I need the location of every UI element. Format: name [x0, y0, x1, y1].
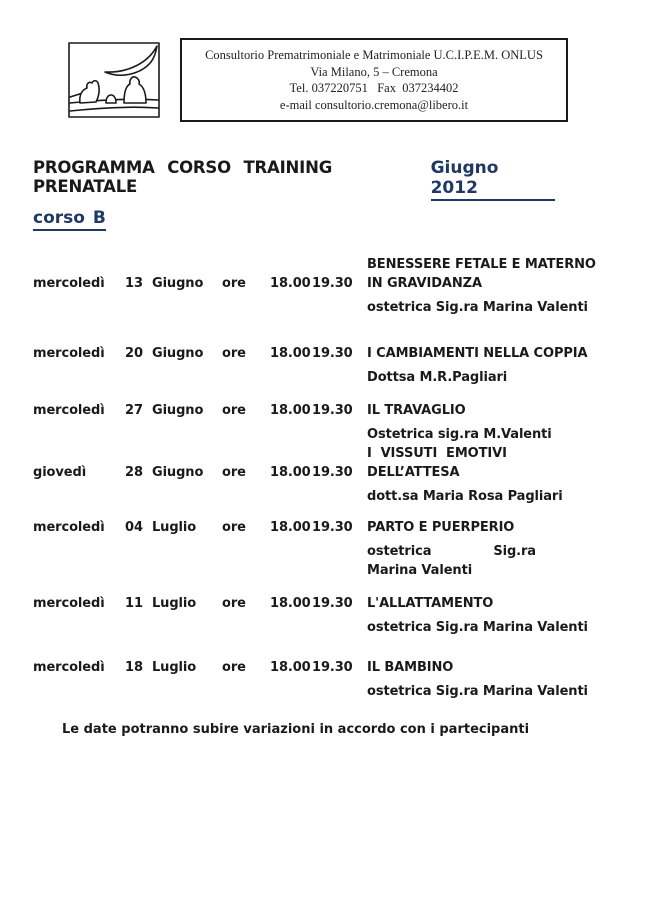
speaker-lines	[367, 368, 617, 387]
org-phone-fax: Tel. 037220751 Fax 037234402	[289, 81, 459, 95]
topic-block	[367, 401, 617, 444]
date-cell: 28	[125, 465, 143, 480]
speaker-lines	[367, 618, 617, 637]
ore-label-cell: ore	[222, 660, 246, 675]
topic-block	[367, 658, 617, 701]
title-line-1	[33, 158, 555, 201]
ore-label-cell: ore	[222, 403, 246, 418]
title-month-year: Giugno 2012	[431, 158, 555, 201]
speaker-line: ostetrica Sig.ra Marina Valenti	[367, 300, 588, 315]
topic-block	[367, 518, 617, 580]
family-figures-icon	[68, 42, 160, 118]
time-end-cell: 19.30	[312, 465, 353, 480]
time-start-cell: 18.00	[270, 403, 311, 418]
title-program: PROGRAMMA CORSO TRAINING PRENATALE	[33, 158, 333, 196]
month-cell: Giugno	[152, 346, 204, 361]
day-cell: mercoledì	[33, 403, 105, 418]
speaker-line: ostetrica Sig.ra Marina Valenti	[367, 684, 588, 699]
speaker-lines	[367, 682, 617, 701]
date-cell: 27	[125, 403, 143, 418]
speaker-line: Dottsa M.R.Pagliari	[367, 370, 508, 385]
time-start-cell: 18.00	[270, 276, 311, 291]
time-start-cell: 18.00	[270, 596, 311, 611]
title-line-2	[33, 208, 555, 231]
schedule-row	[33, 518, 617, 580]
month-cell: Luglio	[152, 596, 197, 611]
schedule	[33, 255, 617, 701]
ore-label-cell: ore	[222, 346, 246, 361]
topic-block	[367, 444, 617, 506]
org-address: Via Milano, 5 – Cremona	[310, 64, 438, 79]
speaker-lines	[367, 542, 617, 580]
topic-line: PARTO E PUERPERIO	[367, 520, 515, 535]
day-cell: mercoledì	[33, 276, 105, 291]
footer-note: Le date potranno subire variazioni in accordo con i partecipanti	[62, 722, 530, 737]
speaker-lines	[367, 298, 617, 317]
speaker-line: Marina Valenti	[367, 563, 473, 578]
time-end-cell: 19.30	[312, 660, 353, 675]
organization-info-box	[180, 38, 568, 122]
day-cell: mercoledì	[33, 520, 105, 535]
date-cell: 20	[125, 346, 143, 361]
topic-line: I VISSUTI EMOTIVI	[367, 446, 507, 461]
ore-label-cell: ore	[222, 596, 246, 611]
time-end-cell: 19.30	[312, 276, 353, 291]
speaker-line: dott.sa Maria Rosa Pagliari	[367, 489, 563, 504]
topic-line: IN GRAVIDANZA	[367, 276, 482, 291]
schedule-row	[33, 344, 617, 387]
time-end-cell: 19.30	[312, 403, 353, 418]
topic-line: DELL’ATTESA	[367, 465, 460, 480]
topic-block	[367, 594, 617, 637]
speaker-line: Ostetrica sig.ra M.Valenti	[367, 427, 552, 442]
time-start-cell: 18.00	[270, 465, 311, 480]
time-end-cell: 19.30	[312, 346, 353, 361]
topic-line: IL TRAVAGLIO	[367, 403, 466, 418]
topic-block	[367, 255, 617, 317]
date-cell: 18	[125, 660, 143, 675]
day-cell: giovedì	[33, 465, 87, 480]
schedule-row	[33, 658, 617, 701]
schedule-row	[33, 444, 617, 506]
month-cell: Giugno	[152, 465, 204, 480]
month-cell: Giugno	[152, 403, 204, 418]
ore-label-cell: ore	[222, 465, 246, 480]
time-end-cell: 19.30	[312, 596, 353, 611]
org-name: Consultorio Prematrimoniale e Matrimoniale U.C.I.P.E.M. ONLUS	[205, 48, 543, 62]
time-start-cell: 18.00	[270, 660, 311, 675]
page-title	[33, 158, 555, 231]
speaker-lines	[367, 425, 617, 444]
month-cell: Giugno	[152, 276, 204, 291]
schedule-row	[33, 401, 617, 444]
day-cell: mercoledì	[33, 660, 105, 675]
schedule-row	[33, 255, 617, 317]
org-email: e-mail consultorio.cremona@libero.it	[279, 97, 469, 112]
topic-block	[367, 344, 617, 387]
date-cell: 04	[125, 520, 143, 535]
title-course: corso B	[33, 208, 106, 231]
speaker-line: ostetrica Sig.ra	[367, 544, 536, 559]
date-cell: 13	[125, 276, 143, 291]
date-cell: 11	[125, 596, 143, 611]
day-cell: mercoledì	[33, 596, 105, 611]
topic-line: I CAMBIAMENTI NELLA COPPIA	[367, 346, 588, 361]
speaker-line: ostetrica Sig.ra Marina Valenti	[367, 620, 588, 635]
month-cell: Luglio	[152, 520, 197, 535]
time-start-cell: 18.00	[270, 346, 311, 361]
speaker-lines	[367, 487, 617, 506]
month-cell: Luglio	[152, 660, 197, 675]
day-cell: mercoledì	[33, 346, 105, 361]
organization-logo	[68, 42, 160, 122]
topic-line: BENESSERE FETALE E MATERNO	[367, 257, 596, 272]
topic-line: IL BAMBINO	[367, 660, 454, 675]
ore-label-cell: ore	[222, 276, 246, 291]
topic-line: L'ALLATTAMENTO	[367, 596, 494, 611]
ore-label-cell: ore	[222, 520, 246, 535]
time-end-cell: 19.30	[312, 520, 353, 535]
time-start-cell: 18.00	[270, 520, 311, 535]
schedule-row	[33, 594, 617, 637]
